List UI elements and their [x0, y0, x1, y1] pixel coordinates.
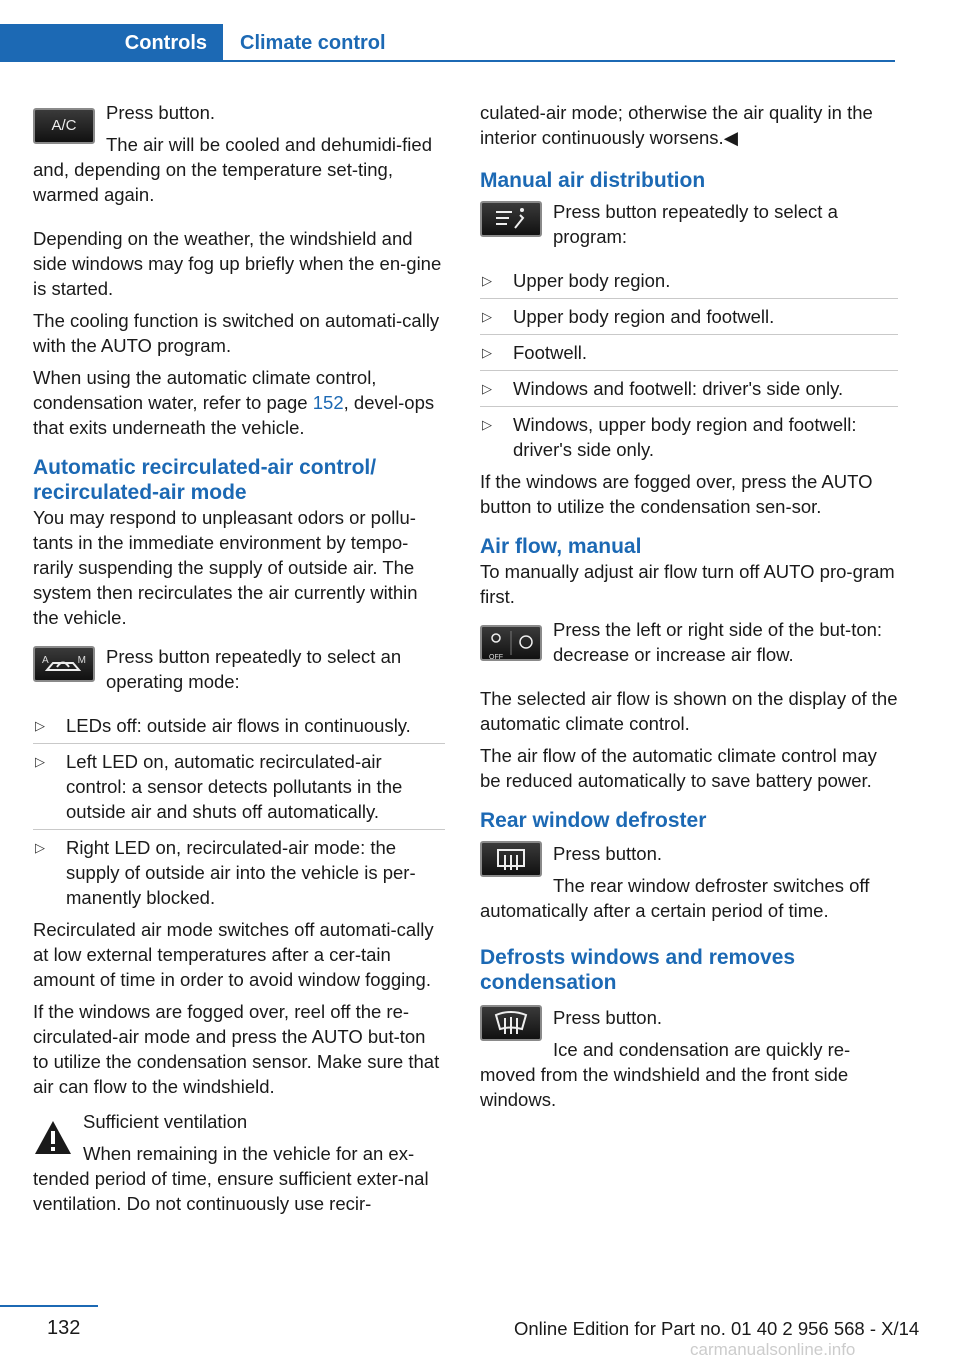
warning-title: Sufficient ventilation	[83, 1111, 248, 1132]
list-item: ▷ Windows and footwell: driver's side only.	[480, 376, 898, 407]
ac-description: The air will be cooled and dehumidi-fied and, depending on the temperature set-ting, warmed again.	[33, 134, 432, 205]
recirculation-press-text: Press button repeatedly to select an operating mode:	[106, 646, 402, 692]
list-item: ▷ Windows, upper body region and footwell: driver's side only.	[480, 412, 898, 467]
list-item: ▷ Footwell.	[480, 340, 898, 371]
list-item: ▷ Upper body region and footwell.	[480, 304, 898, 335]
condensation-text-b: , devel-ops that exits underneath the vehicle.	[33, 392, 435, 438]
defrost-description: Ice and condensation are quickly re-moved from the windshield and the front side windows.	[480, 1039, 851, 1110]
air-distribution-button-icon	[480, 201, 542, 237]
watermark: carmanualsonline.info	[690, 1340, 856, 1359]
heading-recirculated-air: Automatic recirculated-air control/ recirculated-air mode	[33, 456, 377, 504]
subsection-tab[interactable]: Climate control	[240, 32, 386, 54]
windshield-defrost-button-icon	[480, 1005, 542, 1041]
heading-manual-air-distribution: Manual air distribution	[480, 169, 706, 192]
paragraph-recirculated-air: You may respond to unpleasant odors or pollu-tants in the immediate environment by tempo-rarily suspending the supply of outside air. The system then recirculates the air currently within the vehicle.	[33, 507, 418, 628]
heading-air-flow-manual: Air flow, manual	[480, 535, 642, 558]
list-item: ▷ Right LED on, recirculated-air mode: the supply of outside air into the vehicle is per-manently blocked.	[33, 835, 445, 915]
rear-defroster-icon	[482, 843, 540, 875]
paragraph-air-flow-battery: The air flow of the automatic climate control may be reduced automatically to save battery power.	[480, 745, 877, 791]
rear-defroster-press-text: Press button.	[553, 843, 663, 864]
list-item: ▷ LEDs off: outside air flows in continuously.	[33, 713, 445, 744]
air-flow-press-text: Press the left or right side of the but-ton: decrease or increase air flow.	[553, 619, 883, 665]
warning-icon	[33, 1118, 73, 1158]
edition-text: Online Edition for Part no. 01 40 2 956 568 - X/14	[514, 1318, 920, 1339]
recirc-a-label: A	[42, 655, 49, 666]
recirculation-button-icon	[33, 646, 95, 682]
recirc-m-label: M	[77, 655, 86, 666]
page-number: 132	[47, 1317, 81, 1339]
warning-body: When remaining in the vehicle for an ex-tended period of time, ensure sufficient exter-nal ventilation. Do not continuously use recir-	[33, 1143, 429, 1214]
rear-defroster-description: The rear window defroster switches off automatically after a certain period of time.	[480, 875, 870, 921]
paragraph-cooling-auto: The cooling function is switched on automati-cally with the AUTO program.	[33, 310, 440, 356]
ac-press-text: Press button.	[106, 102, 216, 123]
heading-rear-window-defroster: Rear window defroster	[480, 809, 707, 832]
paragraph-condensation	[33, 365, 445, 440]
list-item: ▷ Upper body region.	[480, 268, 898, 299]
paragraph-fog-auto: If the windows are fogged over, press the AUTO button to utilize the condensation sen-sor.	[480, 471, 873, 517]
air-distribution-icon	[482, 203, 540, 235]
fan-off-label: OFF	[489, 654, 503, 661]
ac-button-icon	[33, 108, 95, 144]
air-flow-button-icon	[480, 625, 542, 661]
air-distribution-press-text: Press button repeatedly to select a program:	[553, 201, 838, 247]
defrost-press-text: Press button.	[553, 1007, 663, 1028]
footer-rule	[0, 1305, 98, 1307]
paragraph-auto-switch-off: Recirculated air mode switches off automati-cally at low external temperatures after a cer-tain amount of time in order to avoid window fogging.	[33, 919, 434, 990]
car-recirculation-icon	[35, 648, 93, 680]
page-header	[0, 0, 895, 62]
paragraph-air-flow-display: The selected air flow is shown on the display of the automatic climate control.	[480, 688, 898, 734]
heading-defrost-windows: Defrosts windows and removes condensation	[480, 946, 796, 994]
recirculation-mode-list	[33, 713, 445, 915]
windshield-defrost-icon	[482, 1007, 540, 1039]
air-distribution-program-list	[480, 268, 898, 467]
ac-button-label: A/C	[51, 117, 77, 134]
condensation-text-a: When using the automatic climate control, condensation water, refer to page	[33, 367, 377, 413]
paragraph-fogged-windows: If the windows are fogged over, reel off the re-circulated-air mode and press the AUTO but-ton to utilize the condensation sensor. Make sure that air can flow to the windshield.	[33, 1001, 440, 1097]
page-reference-link[interactable]: 152	[312, 392, 344, 413]
list-item: ▷ Left LED on, automatic recirculated-air control: a sensor detects pollutants in the outside air and shuts off automatically.	[33, 749, 445, 830]
paragraph-air-flow: To manually adjust air flow turn off AUTO pro-gram first.	[480, 561, 895, 607]
header-rule	[0, 60, 895, 62]
right-column	[480, 100, 898, 1119]
rear-defroster-button-icon	[480, 841, 542, 877]
warning-continuation: culated-air mode; otherwise the air quality in the interior continuously worsens.◀	[480, 102, 873, 148]
section-tab[interactable]: Controls	[0, 24, 223, 62]
left-column	[33, 100, 445, 1223]
paragraph-fog: Depending on the weather, the windshield and side windows may fog up briefly when the en-gine is started.	[33, 228, 442, 299]
